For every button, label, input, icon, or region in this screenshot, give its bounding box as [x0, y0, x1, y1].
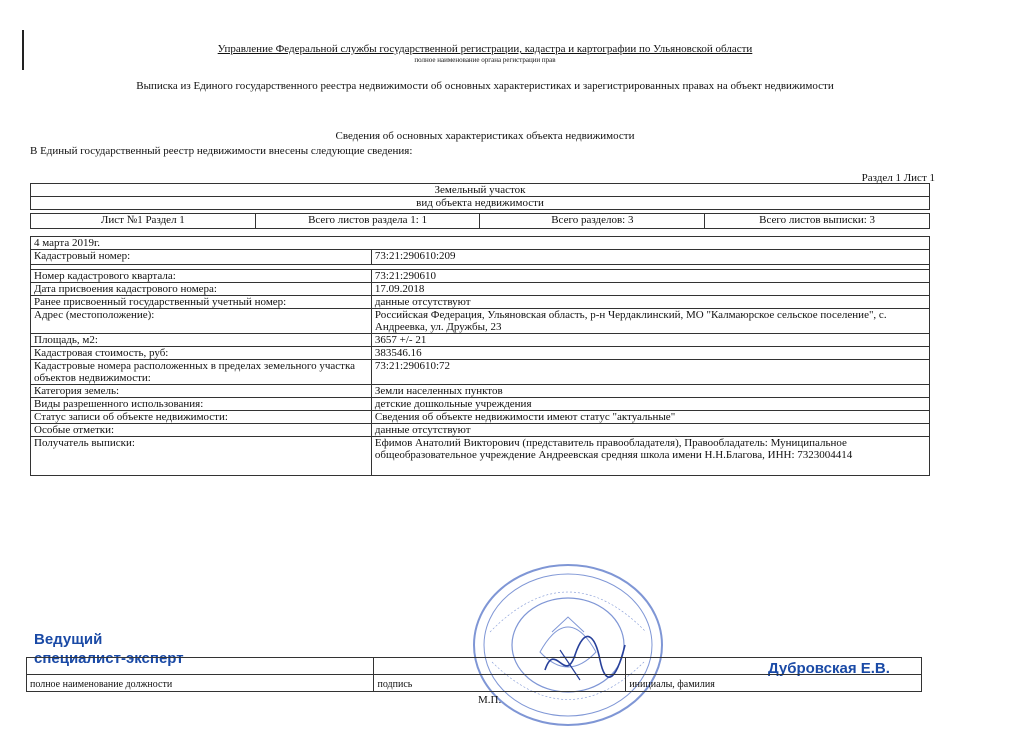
field-label: Номер кадастрового квартала:: [31, 270, 372, 283]
table-row: [31, 270, 930, 283]
table-row: [31, 250, 930, 265]
field-value: данные отсутствуют: [371, 296, 929, 309]
field-value: Земли населенных пунктов: [371, 385, 929, 398]
section-title: Сведения об основных характеристиках объекта недвижимости: [335, 130, 635, 142]
table-row: [31, 424, 930, 437]
field-label: Ранее присвоенный государственный учетный номер:: [31, 296, 372, 309]
table-row: [31, 283, 930, 296]
table-row: [31, 334, 930, 347]
field-label: Статус записи об объекте недвижимости:: [31, 411, 372, 424]
field-value: 17.09.2018: [371, 283, 929, 296]
position-line1: Ведущий: [34, 631, 103, 648]
field-value: Российская Федерация, Ульяновская область, р-н Чердаклинский, МО "Калмаюрское сельское поселение", с. Андреевка, ул. Дружбы, 23: [371, 309, 929, 334]
mp-label: М.П.: [478, 694, 502, 706]
field-label: Площадь, м2:: [31, 334, 372, 347]
caption-signature: подпись: [374, 675, 626, 692]
table-row: [31, 360, 930, 385]
field-value: 383546.16: [371, 347, 929, 360]
table-row: [31, 296, 930, 309]
object-type: Земельный участок: [31, 184, 930, 197]
field-value: Сведения об объекте недвижимости имеют статус "актуальные": [371, 411, 929, 424]
field-value: 73:21:290610:72: [371, 360, 929, 385]
object-type-caption: вид объекта недвижимости: [31, 197, 930, 210]
table-row: [31, 398, 930, 411]
position-line2: специалист-эксперт: [34, 650, 184, 667]
field-label: Кадастровая стоимость, руб:: [31, 347, 372, 360]
field-value: детские дошкольные учреждения: [371, 398, 929, 411]
sheet-info-table: [30, 213, 930, 229]
authority-caption: полное наименование органа регистрации прав: [414, 56, 556, 64]
field-label: Дата присвоения кадастрового номера:: [31, 283, 372, 296]
characteristics-table: [30, 236, 930, 476]
field-value: Ефимов Анатолий Викторович (представитель правообладателя), Правообладатель: Муниципальное общеобразовательное учреждение Андреевская средняя школа имени Н.Н.Благова, ИНН: 7323004414: [371, 437, 929, 476]
field-value: 73:21:290610:209: [371, 250, 929, 265]
total-sheets-section: Всего листов раздела 1: 1: [255, 214, 480, 229]
field-value: 3657 +/- 21: [371, 334, 929, 347]
caption-position: полное наименование должности: [27, 675, 374, 692]
margin-mark: [22, 30, 24, 70]
sheet-section: Лист №1 Раздел 1: [31, 214, 256, 229]
table-row: [31, 385, 930, 398]
field-value: 73:21:290610: [371, 270, 929, 283]
signature-table: [26, 657, 922, 692]
field-label: Кадастровые номера расположенных в пределах земельного участка объектов недвижимости:: [31, 360, 372, 385]
total-extract-sheets: Всего листов выписки: 3: [705, 214, 930, 229]
section-sheet-label: Раздел 1 Лист 1: [861, 172, 935, 184]
table-row: [31, 309, 930, 334]
field-label: Кадастровый номер:: [31, 250, 372, 265]
field-label: Адрес (местоположение):: [31, 309, 372, 334]
field-label: Категория земель:: [31, 385, 372, 398]
table-row: [31, 411, 930, 424]
intro-text: В Единый государственный реестр недвижимости внесены следующие сведения:: [30, 145, 413, 157]
extract-title: Выписка из Единого государственного реестра недвижимости об основных характеристиках и зарегистрированных правах на объект недвижимости: [136, 80, 834, 92]
total-sections: Всего разделов: 3: [480, 214, 705, 229]
field-label: Виды разрешенного использования:: [31, 398, 372, 411]
authority-name: Управление Федеральной службы государственной регистрации, кадастра и картографии по Ульяновской области: [217, 43, 753, 55]
signer-name: Дубровская Е.В.: [768, 660, 890, 677]
table-row: [31, 347, 930, 360]
field-label: Получатель выписки:: [31, 437, 372, 476]
caption-name: инициалы, фамилия: [626, 675, 922, 692]
object-type-table: [30, 183, 930, 210]
extract-date: 4 марта 2019г.: [31, 237, 930, 250]
field-label: Особые отметки:: [31, 424, 372, 437]
table-row: [31, 437, 930, 476]
field-value: данные отсутствуют: [371, 424, 929, 437]
